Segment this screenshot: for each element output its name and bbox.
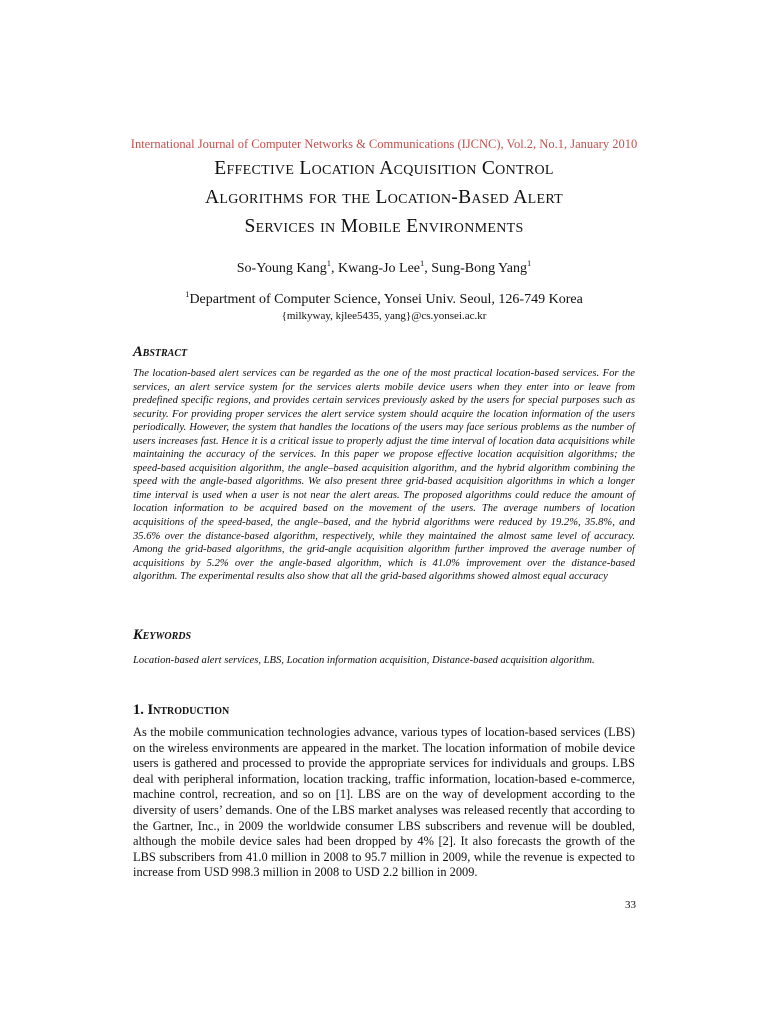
affiliation-mark: 1 bbox=[185, 289, 190, 299]
author-name: Kwang-Jo Lee bbox=[338, 261, 421, 276]
author-list bbox=[0, 258, 768, 277]
affiliation-text: Department of Computer Science, Yonsei Univ. Seoul, 126-749 Korea bbox=[189, 292, 583, 307]
author-affiliation-mark: 1 bbox=[420, 258, 425, 268]
author-separator: , bbox=[424, 261, 432, 276]
author-affiliation-mark: 1 bbox=[526, 258, 532, 268]
abstract-heading: Abstract bbox=[133, 344, 188, 360]
author-affiliation-mark: 1 bbox=[326, 258, 331, 268]
author-separator: , bbox=[331, 261, 338, 276]
author-affiliation bbox=[0, 289, 768, 308]
paper-title bbox=[100, 154, 668, 241]
page-number: 33 bbox=[625, 899, 636, 911]
title-line-2: Algorithms for the Location-Based Alert bbox=[205, 187, 563, 208]
keywords-text: Location-based alert services, LBS, Location information acquisition, Distance-based acquisition algorithm. bbox=[133, 655, 595, 666]
keywords-heading: Keywords bbox=[133, 627, 192, 643]
journal-header: International Journal of Computer Networks & Communications (IJCNC), Vol.2, No.1, January 2010 bbox=[130, 137, 638, 151]
title-line-3: Services in Mobile Environments bbox=[244, 216, 524, 237]
author-emails: {milkyway, kjlee5435, yang}@cs.yonsei.ac.kr bbox=[281, 310, 487, 322]
introduction-heading: 1. Introduction bbox=[133, 702, 230, 718]
title-line-1: Effective Location Acquisition Control bbox=[214, 158, 554, 179]
author-name: So-Young Kang bbox=[236, 261, 327, 276]
abstract-text: The location-based alert services can be regarded as the one of the most practical location-based services. For the services, an alert service system for the services alerts mobile device users when they enter into or leave from predefined specific regions, and provides certain services previously asked by the users for special purposes such as security. For providing proper services the alert service system should acquire the location information of the users periodically. However, the system that handles the locations of the users may face serious problems as the number of users increases fast. Hence it is a critical issue to properly adjust the time interval of location data acquisitions while maintaining the accuracy of the services. In this paper we propose effective location acquisition algorithms; the speed-based acquisition algorithm, the angle–based acquisition algorithm, and the hybrid algorithm combining the speed with the angle-based algorithms. We also present three grid-based acquisition algorithms in which a longer time interval is used when a user is not near the alert areas. The proposed algorithms could reduce the amount of location information to be acquired based on the movement of the users. The average numbers of location acquisitions of the speed-based, the angle–based, and the hybrid algorithms were reduced by 19.2%, 35.8%, and 35.6% over the distance-based algorithm, respectively, while they maintained the almost same level of accuracy. Among the grid-based algorithms, the grid-angle acquisition algorithm further improved the average number of acquisitions by 5.2% over the angle-based algorithm, which is 41.0% improvement over the distance-based algorithm. The experimental results also show that all the grid-based algorithms showed almost equal accuracy bbox=[133, 368, 635, 583]
author-name: Sung-Bong Yang bbox=[431, 261, 527, 276]
introduction-text: As the mobile communication technologies advance, various types of location-based services (LBS) on the wireless environments are appeared in the market. The location information of mobile device users is gathered and processed to provide the appropriate services for individuals and groups. LBS deal with peripheral information, location tracking, traffic information, location-based e-commerce, machine control, recreation, and so on [1]. LBS are on the way of development according to the diversity of users’ demands. One of the LBS market analyses was released recently that according to the Gartner, Inc., in 2009 the worldwide consumer LBS subscribers and revenue will be doubled, although the mobile device sales had been dropped by 4% [2]. It also forecasts the growth of the LBS subscribers from 41.0 million in 2008 to 95.7 million in 2009, while the revenue is expected to increase from USD 998.3 million in 2008 to USD 2.2 billion in 2009. bbox=[133, 725, 635, 880]
